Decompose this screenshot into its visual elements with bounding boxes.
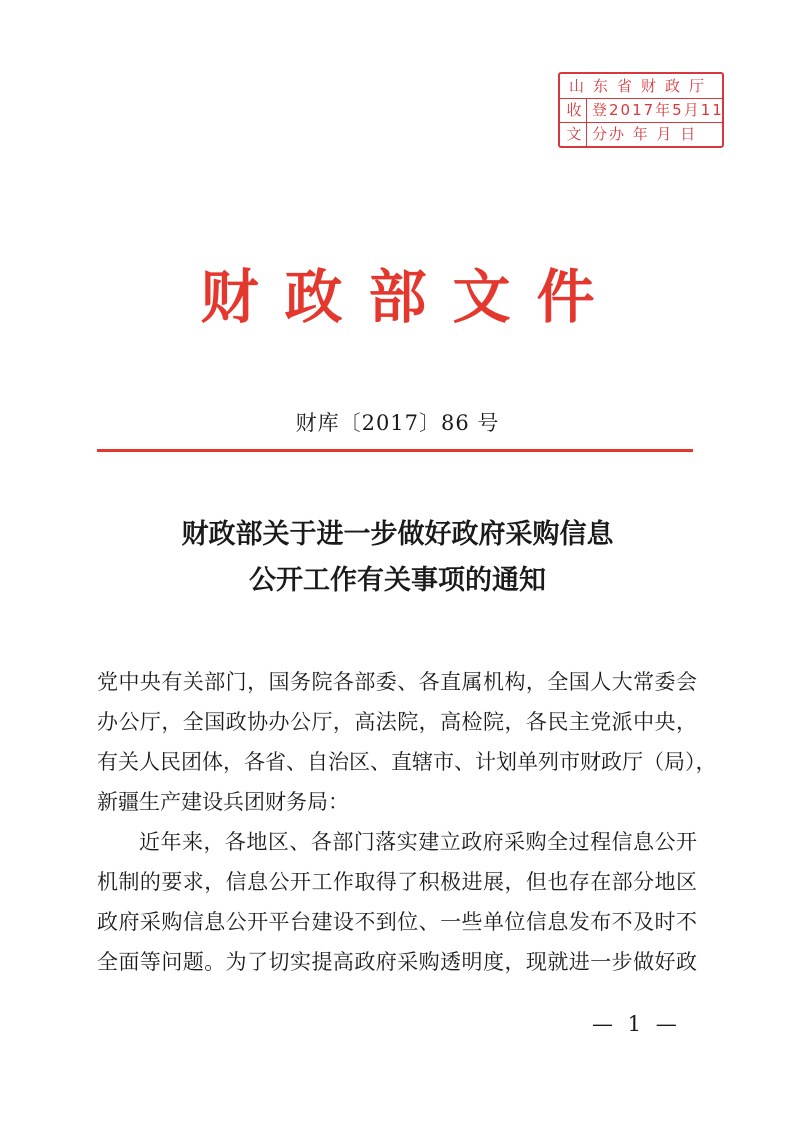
- red-divider-line: [97, 449, 693, 452]
- paragraph-line: 政府采购信息公开平台建设不到位、一些单位信息发布不及时不: [97, 910, 697, 934]
- document-number: 财库〔2017〕86 号: [295, 411, 500, 435]
- notice-body: [97, 662, 717, 982]
- stamp-header-row: [560, 74, 722, 99]
- stamp-dispatch-text: 分办 年 月 日: [592, 125, 698, 143]
- addressee-line: 有关人民团体，各省、自治区、直辖市、计划单列市财政厅（局），: [97, 750, 717, 774]
- document-masthead: 财政部文件: [200, 263, 621, 331]
- notice-title-line-1: 财政部关于进一步做好政府采购信息: [181, 519, 614, 550]
- page-number: — 1 —: [592, 1012, 681, 1036]
- stamp-organization: 山东省财政厅: [568, 77, 713, 95]
- received-stamp: [558, 72, 724, 148]
- notice-title: [0, 512, 795, 604]
- addressee-line: 办公厅，全国政协办公厅，高法院，高检院，各民主党派中央，: [97, 710, 697, 734]
- addressee-line: 新疆生产建设兵团财务局：: [97, 790, 349, 814]
- addressee-line: 党中央有关部门，国务院各部委、各直属机构，全国人大常委会: [97, 670, 697, 694]
- stamp-date-row: [560, 98, 722, 123]
- paragraph-line: 机制的要求，信息公开工作取得了积极进展，但也存在部分地区: [97, 870, 697, 894]
- stamp-received-date: 登2017年5月11: [592, 101, 724, 119]
- stamp-label-receive: 收: [566, 101, 582, 119]
- stamp-label-doc: 文: [566, 125, 582, 143]
- stamp-divider: [586, 98, 587, 146]
- paragraph-line: 近年来，各地区、各部门落实建立政府采购全过程信息公开: [139, 830, 697, 854]
- notice-title-line-2: 公开工作有关事项的通知: [249, 565, 546, 596]
- paragraph-line: 全面等问题。为了切实提高政府采购透明度，现就进一步做好政: [97, 950, 697, 974]
- stamp-dispatch-row: [560, 122, 722, 146]
